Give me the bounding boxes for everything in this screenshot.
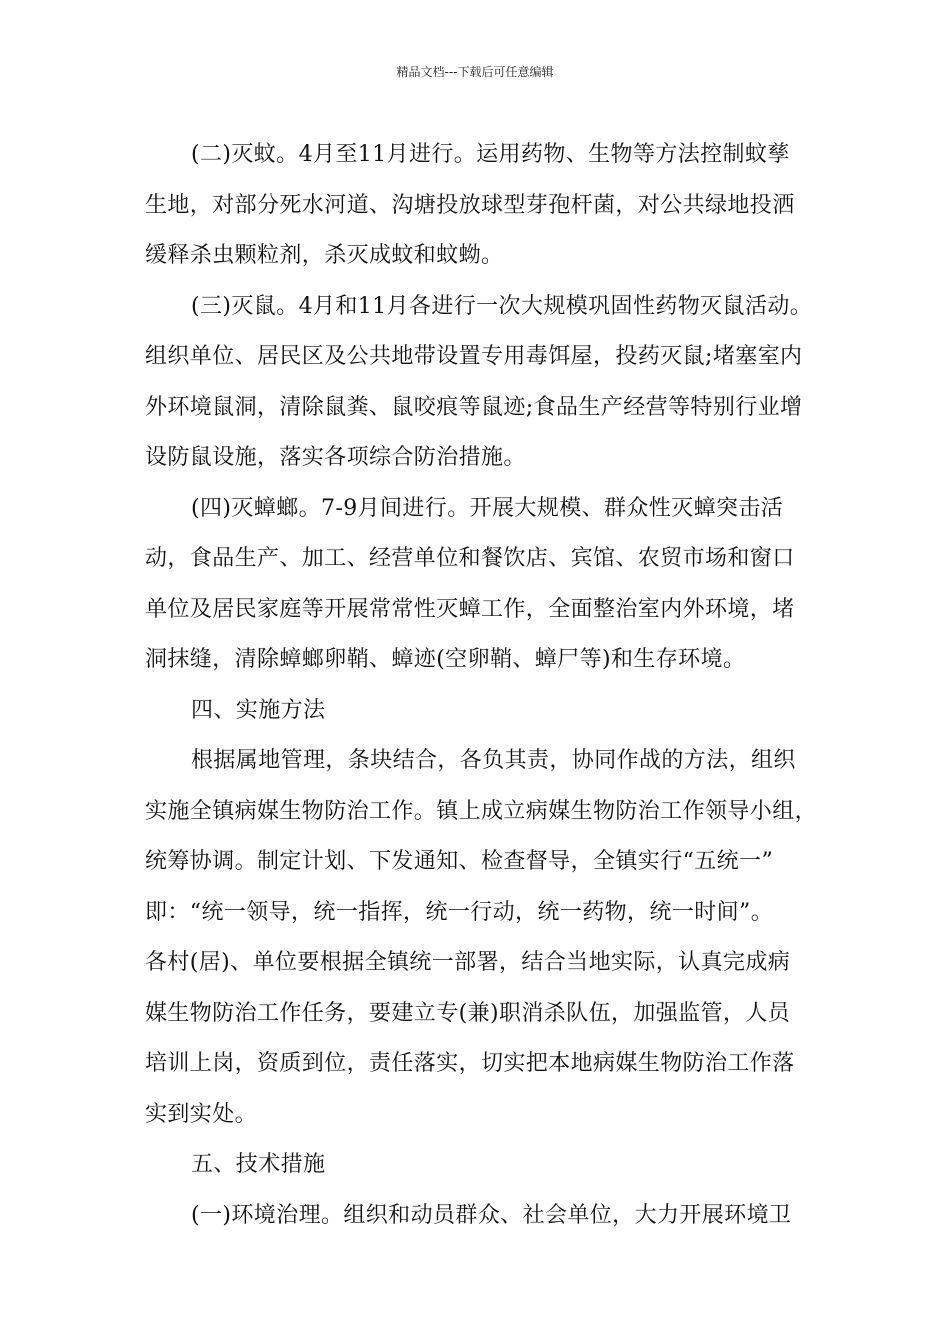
text-line: 缓释杀虫颗粒剂，杀灭成蚊和蚊蚴。	[145, 243, 504, 268]
text-line: 统筹协调。制定计划、下发通知、检查督导，全镇实行“五统一”	[145, 849, 774, 874]
text-line: 设防鼠设施，落实各项综合防治措施。	[145, 445, 526, 470]
text-line: 单位及居民家庭等开展常常性灭蟑工作，全面整治室内外环境，堵	[145, 596, 795, 622]
text-line: 媒生物防治工作任务，要建立专(兼)职消杀队伍，加强监管，人员	[145, 1000, 791, 1026]
document-body	[145, 130, 818, 1241]
text-line: (三)灭鼠。4月和11月各进行一次大规模巩固性药物灭鼠活动。	[191, 293, 813, 319]
text-line: 四、实施方法	[191, 697, 326, 723]
text-line: 实施全镇病媒生物防治工作。镇上成立病媒生物防治工作领导小组，	[145, 798, 818, 824]
text-line: 动，食品生产、加工、经营单位和餐饮店、宾馆、农贸市场和窗口	[145, 546, 795, 571]
text-line: (二)灭蚊。4月至11月进行。运用药物、生物等方法控制蚊孳	[191, 142, 790, 167]
page-header: 精品文档---下载后可任意编辑	[396, 65, 554, 79]
text-line: (一)环境治理。组织和动员群众、社会单位，大力开展环境卫	[191, 1202, 792, 1228]
text-line: 五、技术措施	[191, 1152, 326, 1177]
text-line: 组织单位、居民区及公共地带设置专用毒饵屋，投药灭鼠;堵塞室内	[145, 344, 803, 369]
text-line: 实到实处。	[145, 1101, 258, 1127]
text-line: 各村(居)、单位要根据全镇统一部署，结合当地实际，认真完成病	[145, 950, 791, 975]
text-line: 洞抹缝，清除蟑螂卵鞘、蟑迹(空卵鞘、蟑尸等)和生存环境。	[145, 647, 746, 672]
text-line: 根据属地管理，条块结合，各负其责，协同作战的方法，组织	[191, 748, 796, 773]
text-line: (四)灭蟑螂。7-9月间进行。开展大规模、群众性灭蟑突击活	[191, 495, 784, 521]
text-line: 外环境鼠洞，清除鼠粪、鼠咬痕等鼠迹;食品生产经营等特别行业增	[145, 394, 803, 420]
text-line: 培训上岗，资质到位，责任落实，切实把本地病媒生物防治工作落	[145, 1051, 795, 1076]
text-line: 即：“统一领导，统一指挥，统一行动，统一药物，统一时间”。	[145, 899, 774, 925]
text-line: 生地，对部分死水河道、沟塘投放球型芽孢杆菌，对公共绿地投洒	[145, 192, 795, 218]
